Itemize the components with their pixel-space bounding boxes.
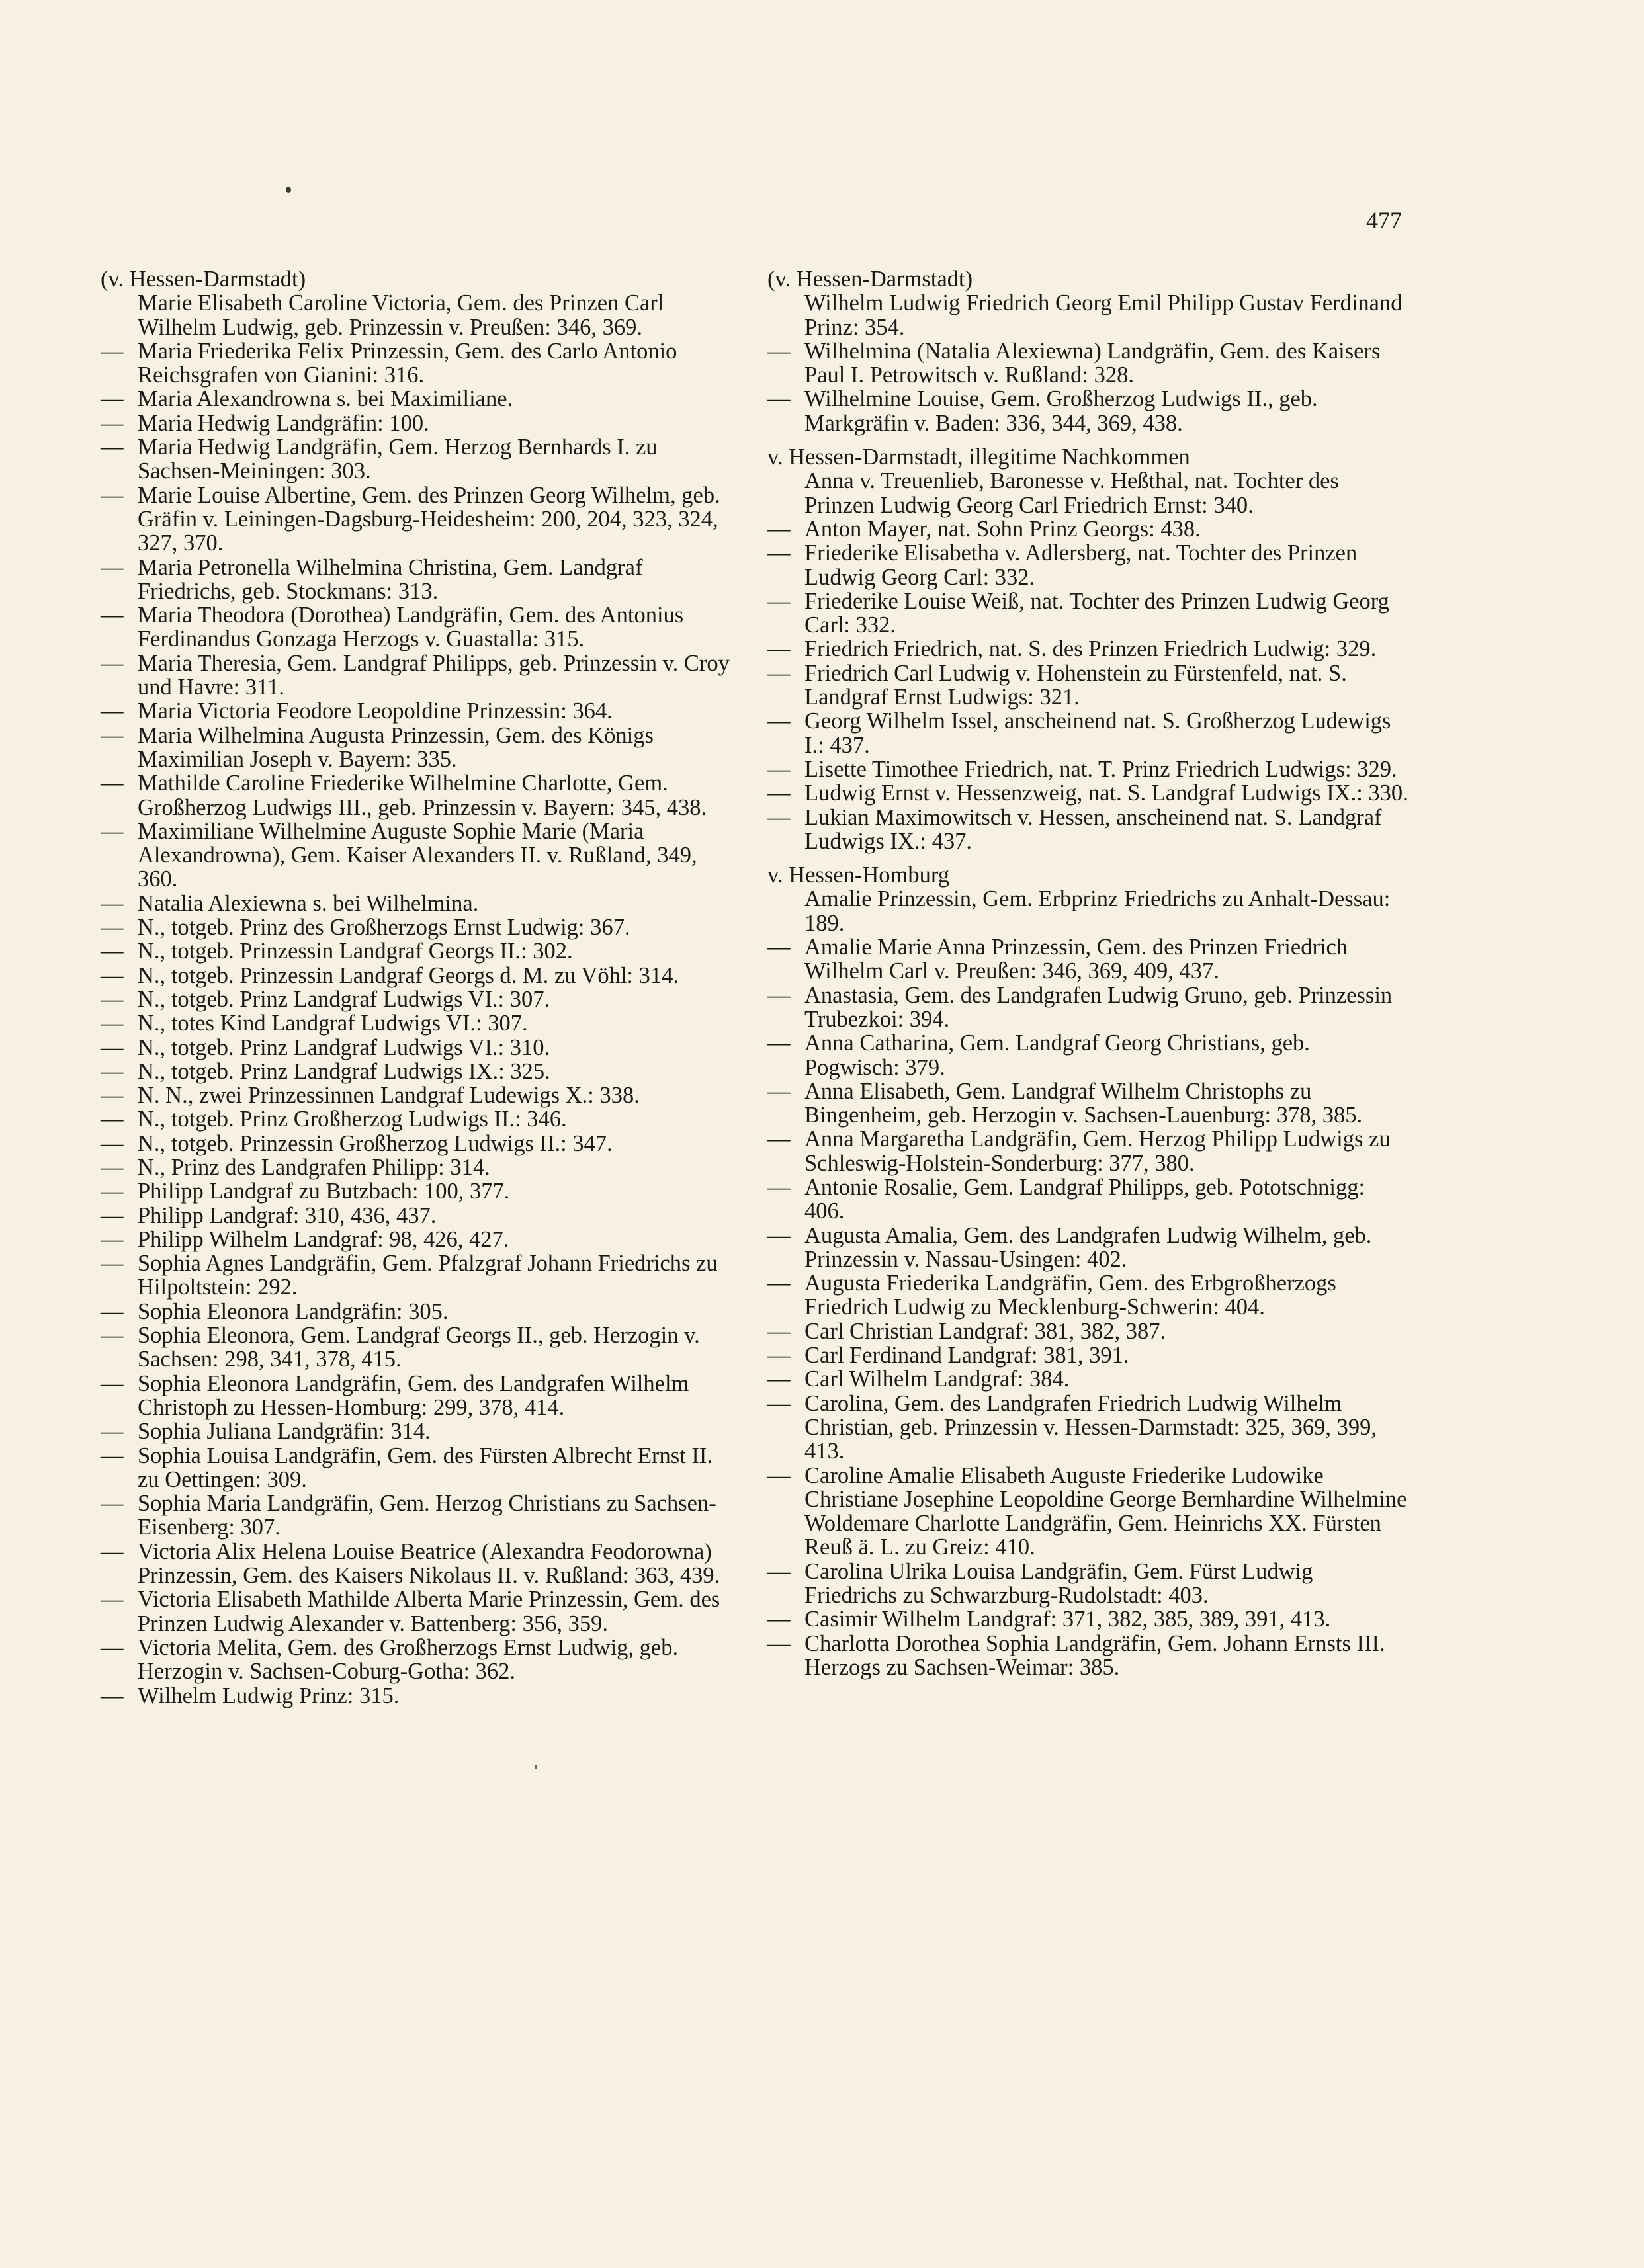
index-entry: — Mathilde Caroline Friederike Wilhelmine Charlotte, Gem. Großherzog Ludwigs III., geb. Prinzessin v. Bayern: 345, 438. bbox=[101, 771, 737, 819]
index-entry: — Friederike Elisabetha v. Adlersberg, nat. Tochter des Prinzen Ludwig Georg Carl: 332. bbox=[767, 541, 1410, 589]
page-number: 477 bbox=[1366, 207, 1402, 233]
index-entry: — Friedrich Friedrich, nat. S. des Prinzen Friedrich Ludwig: 329. bbox=[767, 637, 1410, 661]
index-entry: — Natalia Alexiewna s. bei Wilhelmina. bbox=[101, 892, 737, 915]
index-entry: — Victoria Melita, Gem. des Großherzogs Ernst Ludwig, geb. Herzogin v. Sachsen-Coburg-Gotha: 362. bbox=[101, 1636, 737, 1684]
index-entry: — Sophia Agnes Landgräfin, Gem. Pfalzgraf Johann Friedrichs zu Hilpoltstein: 292. bbox=[101, 1251, 737, 1300]
index-entry: — Maria Hedwig Landgräfin, Gem. Herzog Bernhards I. zu Sachsen-Meiningen: 303. bbox=[101, 435, 737, 483]
index-entry: — Anna Elisabeth, Gem. Landgraf Wilhelm Christophs zu Bingenheim, geb. Herzogin v. Sachsen-Lauenburg: 378, 385. bbox=[767, 1079, 1410, 1128]
index-entry: — N., Prinz des Landgrafen Philipp: 314. bbox=[101, 1155, 737, 1179]
index-section bbox=[101, 267, 737, 1708]
index-entry: — N., totgeb. Prinzessin Landgraf Georgs II.: 302. bbox=[101, 939, 737, 963]
index-entry: — Sophia Louisa Landgräfin, Gem. des Fürsten Albrecht Ernst II. zu Oettingen: 309. bbox=[101, 1444, 737, 1492]
index-entry: — N. N., zwei Prinzessinnen Landgraf Ludewigs X.: 338. bbox=[101, 1083, 737, 1107]
index-column-right bbox=[767, 267, 1410, 1679]
ink-speck bbox=[286, 187, 291, 193]
index-entry: — N., totgeb. Prinz Landgraf Ludwigs IX.: 325. bbox=[101, 1060, 737, 1083]
index-entry: — Carl Ferdinand Landgraf: 381, 391. bbox=[767, 1343, 1410, 1367]
index-entry: — Wilhelmine Louise, Gem. Großherzog Ludwigs II., geb. Markgräfin v. Baden: 336, 344, 369, 438. bbox=[767, 387, 1410, 435]
index-section bbox=[767, 863, 1410, 1679]
index-entry: — N., totgeb. Prinzessin Landgraf Georgs d. M. zu Vöhl: 314. bbox=[101, 964, 737, 987]
index-entry: — Anastasia, Gem. des Landgrafen Ludwig Gruno, geb. Prinzessin Trubezkoi: 394. bbox=[767, 984, 1410, 1032]
index-entry: — N., totes Kind Landgraf Ludwigs VI.: 307. bbox=[101, 1011, 737, 1035]
index-entry: — N., totgeb. Prinzessin Großherzog Ludwigs II.: 347. bbox=[101, 1132, 737, 1155]
index-entry: — Wilhelmina (Natalia Alexiewna) Landgräfin, Gem. des Kaisers Paul I. Petrowitsch v. Rußland: 328. bbox=[767, 339, 1410, 388]
index-entry: — Carolina, Gem. des Landgrafen Friedrich Ludwig Wilhelm Christian, geb. Prinzessin v. Hessen-Darmstadt: 325, 369, 399, 413. bbox=[767, 1392, 1410, 1464]
index-entry: — Philipp Wilhelm Landgraf: 98, 426, 427. bbox=[101, 1228, 737, 1251]
index-section bbox=[767, 445, 1410, 853]
section-heading: (v. Hessen-Darmstadt) bbox=[101, 267, 306, 292]
index-entry: — Anton Mayer, nat. Sohn Prinz Georgs: 438. bbox=[767, 517, 1410, 541]
index-entry: — Augusta Friederika Landgräfin, Gem. des Erbgroßherzogs Friedrich Ludwig zu Mecklenburg-Schwerin: 404. bbox=[767, 1271, 1410, 1320]
index-entry: — Maximiliane Wilhelmine Auguste Sophie Marie (Maria Alexandrowna), Gem. Kaiser Alexanders II. v. Rußland, 349, 360. bbox=[101, 819, 737, 892]
index-entry: — Maria Alexandrowna s. bei Maximiliane. bbox=[101, 387, 737, 411]
index-entry: — Philipp Landgraf: 310, 436, 437. bbox=[101, 1204, 737, 1228]
index-entry: — Maria Friederika Felix Prinzessin, Gem. des Carlo Antonio Reichsgrafen von Gianini: 316. bbox=[101, 339, 737, 388]
index-entry: — Maria Wilhelmina Augusta Prinzessin, Gem. des Königs Maximilian Joseph v. Bayern: 335. bbox=[101, 724, 737, 772]
index-entry: — Maria Hedwig Landgräfin: 100. bbox=[101, 411, 737, 435]
index-entry: — Anna Catharina, Gem. Landgraf Georg Christians, geb. Pogwisch: 379. bbox=[767, 1031, 1410, 1079]
index-entry: — N., totgeb. Prinz Landgraf Ludwigs VI.: 310. bbox=[101, 1036, 737, 1060]
index-entry: — Georg Wilhelm Issel, anscheinend nat. S. Großherzog Ludewigs I.: 437. bbox=[767, 709, 1410, 757]
index-entry: — Sophia Eleonora, Gem. Landgraf Georgs II., geb. Herzogin v. Sachsen: 298, 341, 378, 415. bbox=[101, 1323, 737, 1372]
index-entry: Anna v. Treuenlieb, Baronesse v. Heßthal, nat. Tochter des Prinzen Ludwig Georg Carl Friedrich Ernst: 340. bbox=[804, 468, 1339, 518]
index-entry: — Carl Wilhelm Landgraf: 384. bbox=[767, 1367, 1410, 1391]
index-entry: — Casimir Wilhelm Landgraf: 371, 382, 385, 389, 391, 413. bbox=[767, 1607, 1410, 1631]
index-entry: — Victoria Alix Helena Louise Beatrice (Alexandra Feodorowna) Prinzessin, Gem. des Kaisers Nikolaus II. v. Rußland: 363, 439. bbox=[101, 1540, 737, 1588]
section-heading: v. Hessen-Darmstadt, illegitime Nachkommen bbox=[767, 444, 1190, 470]
index-entry: — Lukian Maximowitsch v. Hessen, anscheinend nat. S. Landgraf Ludwigs IX.: 437. bbox=[767, 806, 1410, 854]
index-entry: — Augusta Amalia, Gem. des Landgrafen Ludwig Wilhelm, geb. Prinzessin v. Nassau-Usingen: 402. bbox=[767, 1224, 1410, 1272]
section-heading: (v. Hessen-Darmstadt) bbox=[767, 267, 973, 292]
index-entry: — Friederike Louise Weiß, nat. Tochter des Prinzen Ludwig Georg Carl: 332. bbox=[767, 589, 1410, 638]
index-entry: — N., totgeb. Prinz Großherzog Ludwigs II.: 346. bbox=[101, 1107, 737, 1131]
index-entry: — Carl Christian Landgraf: 381, 382, 387. bbox=[767, 1320, 1410, 1343]
index-entry: — Carolina Ulrika Louisa Landgräfin, Gem. Fürst Ludwig Friedrichs zu Schwarzburg-Rudolstadt: 403. bbox=[767, 1560, 1410, 1608]
index-entry: — N., totgeb. Prinz des Großherzogs Ernst Ludwig: 367. bbox=[101, 915, 737, 939]
index-entry: Amalie Prinzessin, Gem. Erbprinz Friedrichs zu Anhalt-Dessau: 189. bbox=[804, 886, 1391, 936]
index-entry: — Victoria Elisabeth Mathilde Alberta Marie Prinzessin, Gem. des Prinzen Ludwig Alexander v. Battenberg: 356, 359. bbox=[101, 1587, 737, 1636]
index-entry: — Antonie Rosalie, Gem. Landgraf Philipps, geb. Pototschnigg: 406. bbox=[767, 1175, 1410, 1224]
index-entry: — Amalie Marie Anna Prinzessin, Gem. des Prinzen Friedrich Wilhelm Carl v. Preußen: 346, 369, 409, 437. bbox=[767, 935, 1410, 984]
index-entry: — Sophia Eleonora Landgräfin: 305. bbox=[101, 1300, 737, 1323]
index-entry: — Anna Margaretha Landgräfin, Gem. Herzog Philipp Ludwigs zu Schleswig-Holstein-Sonderburg: 377, 380. bbox=[767, 1127, 1410, 1175]
index-entry: — Caroline Amalie Elisabeth Auguste Friederike Ludowike Christiane Josephine Leopoldine George Bernhardine Wilhelmine Woldemare Charlotte Landgräfin, Gem. Heinrichs XX. Fürsten Reuß ä. L. zu Greiz: 410. bbox=[767, 1464, 1410, 1560]
index-entry: — Philipp Landgraf zu Butzbach: 100, 377. bbox=[101, 1179, 737, 1203]
index-column-left bbox=[101, 267, 737, 1708]
index-section bbox=[767, 267, 1410, 435]
index-entry: Marie Elisabeth Caroline Victoria, Gem. des Prinzen Carl Wilhelm Ludwig, geb. Prinzessin v. Preußen: 346, 369. bbox=[138, 290, 664, 340]
index-entry: — Friedrich Carl Ludwig v. Hohenstein zu Fürstenfeld, nat. S. Landgraf Ernst Ludwigs: 321. bbox=[767, 661, 1410, 710]
index-entry: Wilhelm Ludwig Friedrich Georg Emil Philipp Gustav Ferdinand Prinz: 354. bbox=[804, 290, 1403, 340]
index-entry: — Maria Petronella Wilhelmina Christina, Gem. Landgraf Friedrichs, geb. Stockmans: 313. bbox=[101, 556, 737, 604]
index-entry: — Marie Louise Albertine, Gem. des Prinzen Georg Wilhelm, geb. Gräfin v. Leiningen-Dagsburg-Heidesheim: 200, 204, 323, 324, 327, 370. bbox=[101, 483, 737, 556]
index-entry: — Sophia Eleonora Landgräfin, Gem. des Landgrafen Wilhelm Christoph zu Hessen-Homburg: 299, 378, 414. bbox=[101, 1372, 737, 1420]
index-entry: — Sophia Juliana Landgräfin: 314. bbox=[101, 1419, 737, 1443]
ink-speck bbox=[535, 1765, 537, 1769]
index-entry: — Maria Theresia, Gem. Landgraf Philipps, geb. Prinzessin v. Croy und Havre: 311. bbox=[101, 651, 737, 700]
index-entry: — Lisette Timothee Friedrich, nat. T. Prinz Friedrich Ludwigs: 329. bbox=[767, 757, 1410, 781]
section-heading: v. Hessen-Homburg bbox=[767, 862, 950, 888]
index-entry: — Maria Theodora (Dorothea) Landgräfin, Gem. des Antonius Ferdinandus Gonzaga Herzogs v. Guastalla: 315. bbox=[101, 603, 737, 651]
index-entry: — Wilhelm Ludwig Prinz: 315. bbox=[101, 1684, 737, 1708]
index-entry: — N., totgeb. Prinz Landgraf Ludwigs VI.: 307. bbox=[101, 987, 737, 1011]
index-entry: — Ludwig Ernst v. Hessenzweig, nat. S. Landgraf Ludwigs IX.: 330. bbox=[767, 781, 1410, 805]
index-entry: — Sophia Maria Landgräfin, Gem. Herzog Christians zu Sachsen-Eisenberg: 307. bbox=[101, 1491, 737, 1540]
index-entry: — Maria Victoria Feodore Leopoldine Prinzessin: 364. bbox=[101, 699, 737, 723]
index-entry: — Charlotta Dorothea Sophia Landgräfin, Gem. Johann Ernsts III. Herzogs zu Sachsen-Weimar: 385. bbox=[767, 1632, 1410, 1680]
